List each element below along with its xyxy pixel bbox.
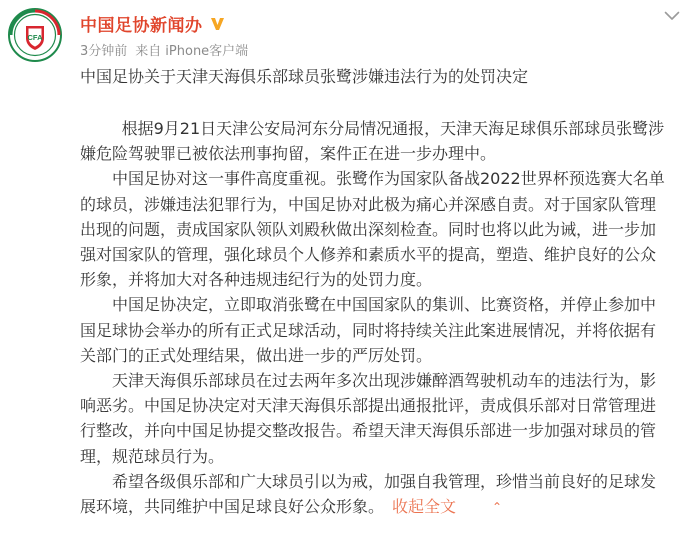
verified-v-icon [209,15,226,32]
post-menu-button[interactable] [660,6,684,26]
chevron-down-icon [664,11,680,21]
cfa-logo-icon [8,8,62,62]
avatar[interactable] [8,8,62,62]
post-headline: 中国足协关于天津天海俱乐部球员张鹭涉嫌违法行为的处罚决定 [80,67,529,86]
post-meta [80,40,248,59]
paragraph-3: 中国足协决定，立即取消张鹭在中国国家队的集训、比赛资格，并停止参加中国足球协会举办的所有正式足球活动，同时将持续关注此案进展情况，并将依据有关部门的正式处理结果，做出进一步的严厉处罚。 [80,295,657,365]
chevron-up-icon: ⌃ [492,500,503,515]
paragraph-1: 根据9月21日天津公安局河东分局情况通报，天津天海足球俱乐部球员张鹭涉嫌危险驾驶罪已被依法刑事拘留，案件正在进一步办理中。 [80,119,665,164]
avatar-text: CFA [27,33,43,42]
post-time[interactable]: 3分钟前 [80,44,128,59]
post-source[interactable]: iPhone客户端 [165,44,249,59]
paragraph-5-text: 希望各级俱乐部和广大球员引以为戒，加强自我管理，珍惜当前良好的足球发展环境，共同维护中国足球良好公众形象。 [80,471,657,517]
collapse-label: 收起全文 [392,497,457,517]
paragraph-2: 中国足协对这一事件高度重视。张鹭作为国家队备战2022世界杯预选赛大名单的球员，涉嫌违法犯罪行为，中国足协对此极为痛心并深感自责。对于国家队管理出现的问题，责成国家队领队刘殿秋做出深刻检查。同时也将以此为诫，进一步加强对国家队的管理，强化球员个人修养和素质水平的提高，塑造、维护良好的公众形象，并将加大对各种违规违纪行为的处罚力度。 [80,169,665,290]
author-row [80,12,226,34]
post-body [80,116,670,521]
paragraph-5 [80,469,670,521]
collapse-full-text-link[interactable] [392,497,502,516]
paragraph-4: 天津天海俱乐部球员在过去两年多次出现涉嫌醉酒驾驶机动车的违法行为，影响恶劣。中国足协决定对天津天海俱乐部提出通报批评，责成俱乐部对日常管理进行整改，并向中国足协提交整改报告。希望天津天海俱乐部进一步加强对球员的管理，规范球员行为。 [80,371,657,466]
author-name[interactable]: 中国足协新闻办 [80,15,203,36]
source-prefix: 来自 [135,44,162,59]
